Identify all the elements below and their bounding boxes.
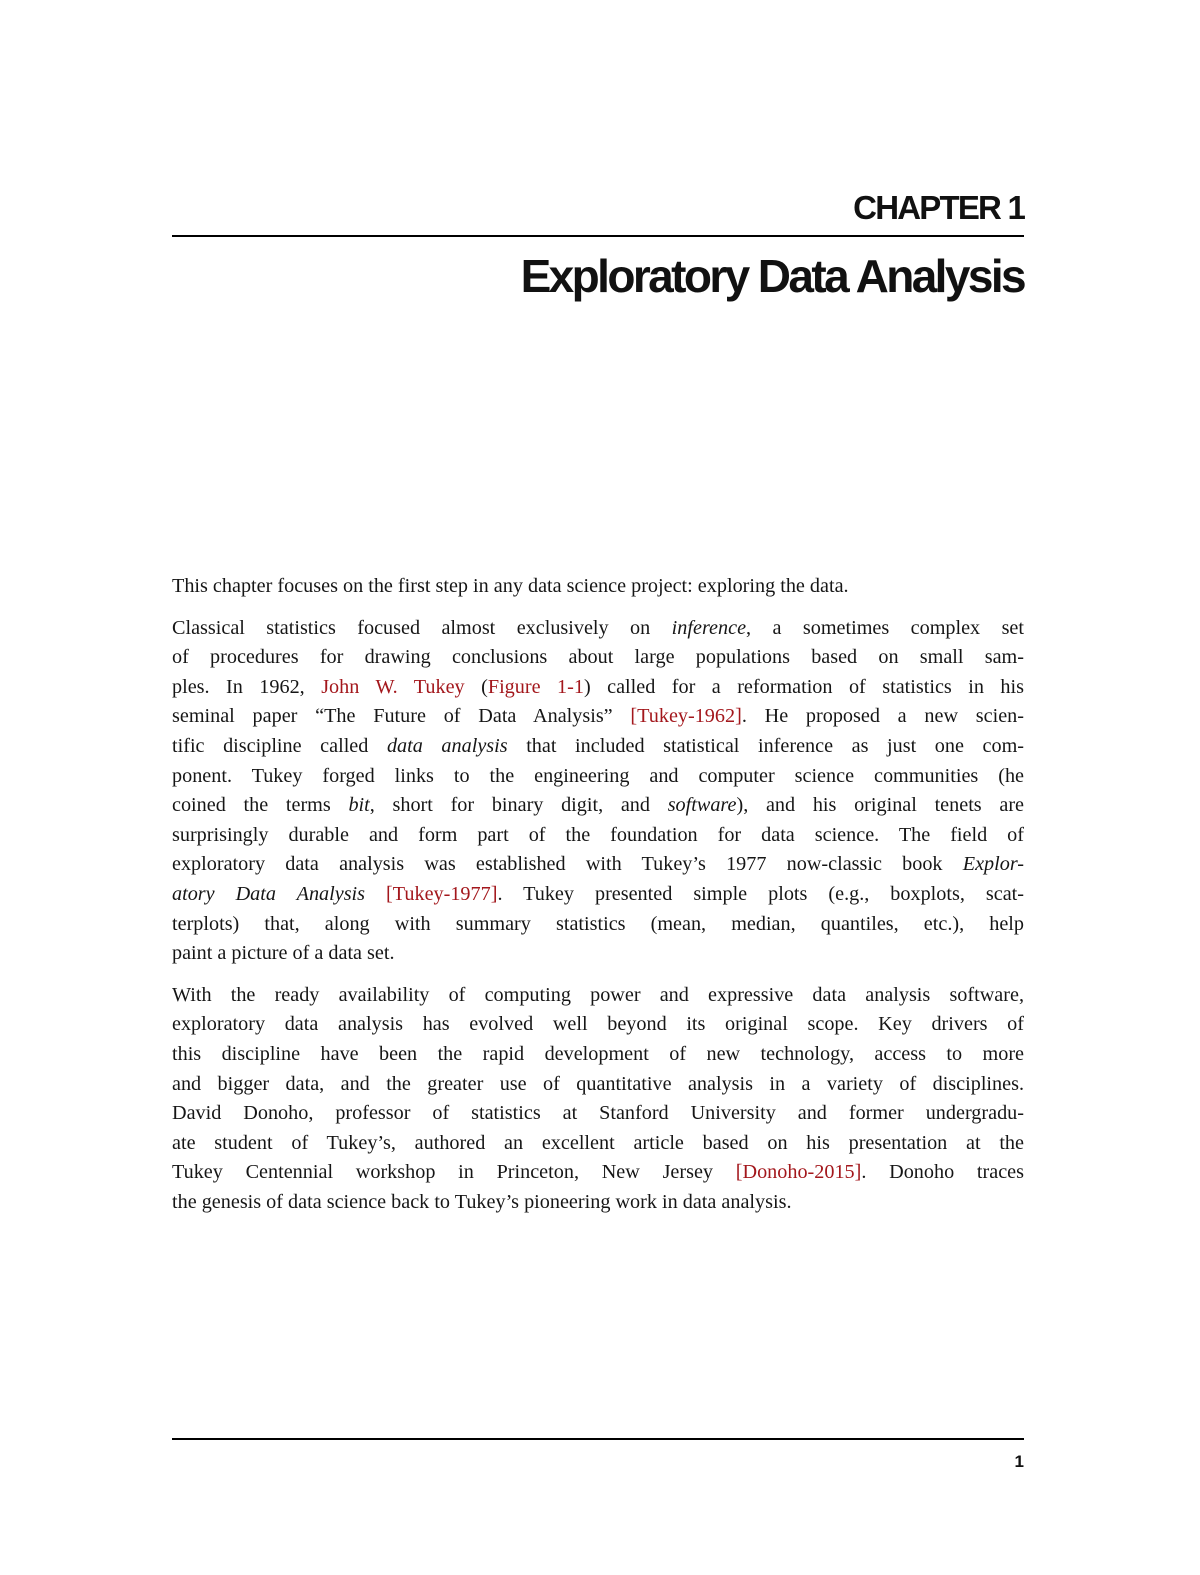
paragraph-spacer xyxy=(172,969,1024,981)
text-line: David Donoho, professor of statistics at Stanford University and former undergradu- xyxy=(172,1102,1024,1125)
text-line: This chapter focuses on the first step in any data science project: exploring the data. xyxy=(172,575,849,597)
link-john-tukey[interactable]: John W. Tukey xyxy=(321,675,465,698)
text-run: ) called for a reformation of statistics in his xyxy=(583,675,1024,698)
text-line: terplots) that, along with summary statistics (mean, median, quantiles, etc.), help xyxy=(172,912,1024,935)
link-figure-1-1[interactable]: Figure 1-1 xyxy=(487,675,584,698)
text-run xyxy=(365,883,386,905)
emphasis-data-analysis: data analysis xyxy=(386,734,508,757)
citation-link-tukey-1962[interactable]: [Tukey-1962] xyxy=(630,705,742,728)
text-line xyxy=(172,1158,1024,1188)
citation-link-donoho-2015[interactable]: [Donoho-2015] xyxy=(735,1161,862,1184)
text-line xyxy=(172,850,1024,880)
paragraph-intro xyxy=(172,572,1024,602)
emphasis-book-title: atory Data Analysis xyxy=(172,882,366,905)
emphasis-software: software xyxy=(667,794,737,817)
emphasis-bit: bit xyxy=(348,794,370,817)
emphasis-inference: inference xyxy=(671,616,747,639)
paragraph-spacer xyxy=(172,602,1024,614)
text-run: Tukey Centennial workshop in Princeton, New Jersey xyxy=(172,1161,736,1184)
text-run: tific discipline called xyxy=(172,734,387,757)
page-number: 1 xyxy=(1014,1452,1024,1471)
text-line: of procedures for drawing conclusions about large populations based on small sam- xyxy=(172,646,1024,669)
text-line: With the ready availability of computing power and expressive data analysis software, xyxy=(172,983,1024,1006)
paragraph-computing-power xyxy=(172,981,1024,1218)
text-run: Classical statistics focused almost exclusively on xyxy=(172,616,672,639)
emphasis-book-title: Explor- xyxy=(962,853,1024,876)
paragraph-classical-statistics xyxy=(172,614,1024,969)
text-run: ( xyxy=(464,675,488,698)
text-run: that included statistical inference as just one com- xyxy=(507,734,1024,757)
text-line xyxy=(172,702,1024,732)
text-line: exploratory data analysis has evolved well beyond its original scope. Key drivers of xyxy=(172,1013,1024,1036)
chapter-label: CHAPTER 1 xyxy=(853,189,1024,226)
text-line xyxy=(172,673,1024,703)
text-run: seminal paper “The Future of Data Analysis” xyxy=(172,705,631,728)
text-line: surprisingly durable and form part of the foundation for data science. The field of xyxy=(172,823,1024,846)
text-run: coined the terms xyxy=(172,794,349,817)
text-run: . He proposed a new scien- xyxy=(741,705,1024,728)
text-line: the genesis of data science back to Tukey’s pioneering work in data analysis. xyxy=(172,1190,792,1213)
text-run: . Tukey presented simple plots (e.g., boxplots, scat- xyxy=(497,882,1024,905)
text-line xyxy=(172,614,1024,644)
text-run: ples. In 1962, xyxy=(172,675,322,698)
footer-rule xyxy=(172,1438,1024,1440)
text-run: , a sometimes complex set xyxy=(746,616,1025,639)
citation-link-tukey-1977[interactable]: [Tukey-1977] xyxy=(386,882,498,905)
chapter-title: Exploratory Data Analysis xyxy=(520,250,1024,302)
text-line: ate student of Tukey’s, authored an excellent article based on his presentation at the xyxy=(172,1131,1024,1154)
text-line xyxy=(172,732,1024,762)
text-line: and bigger data, and the greater use of quantitative analysis in a variety of disciplines. xyxy=(172,1072,1024,1095)
chapter-body xyxy=(172,572,1024,1217)
text-run: ), and his original tenets are xyxy=(736,794,1025,817)
text-line xyxy=(172,880,1024,910)
text-line: this discipline have been the rapid development of new technology, access to more xyxy=(172,1042,1024,1065)
text-line xyxy=(172,791,1024,821)
text-line: ponent. Tukey forged links to the engineering and computer science communities (he xyxy=(172,764,1024,787)
chapter-rule xyxy=(172,235,1024,237)
text-run: exploratory data analysis was established with Tukey’s 1977 now-classic book xyxy=(172,853,963,876)
text-line: paint a picture of a data set. xyxy=(172,942,395,965)
text-run: . Donoho traces xyxy=(861,1161,1024,1184)
text-run: , short for binary digit, and xyxy=(369,794,668,817)
